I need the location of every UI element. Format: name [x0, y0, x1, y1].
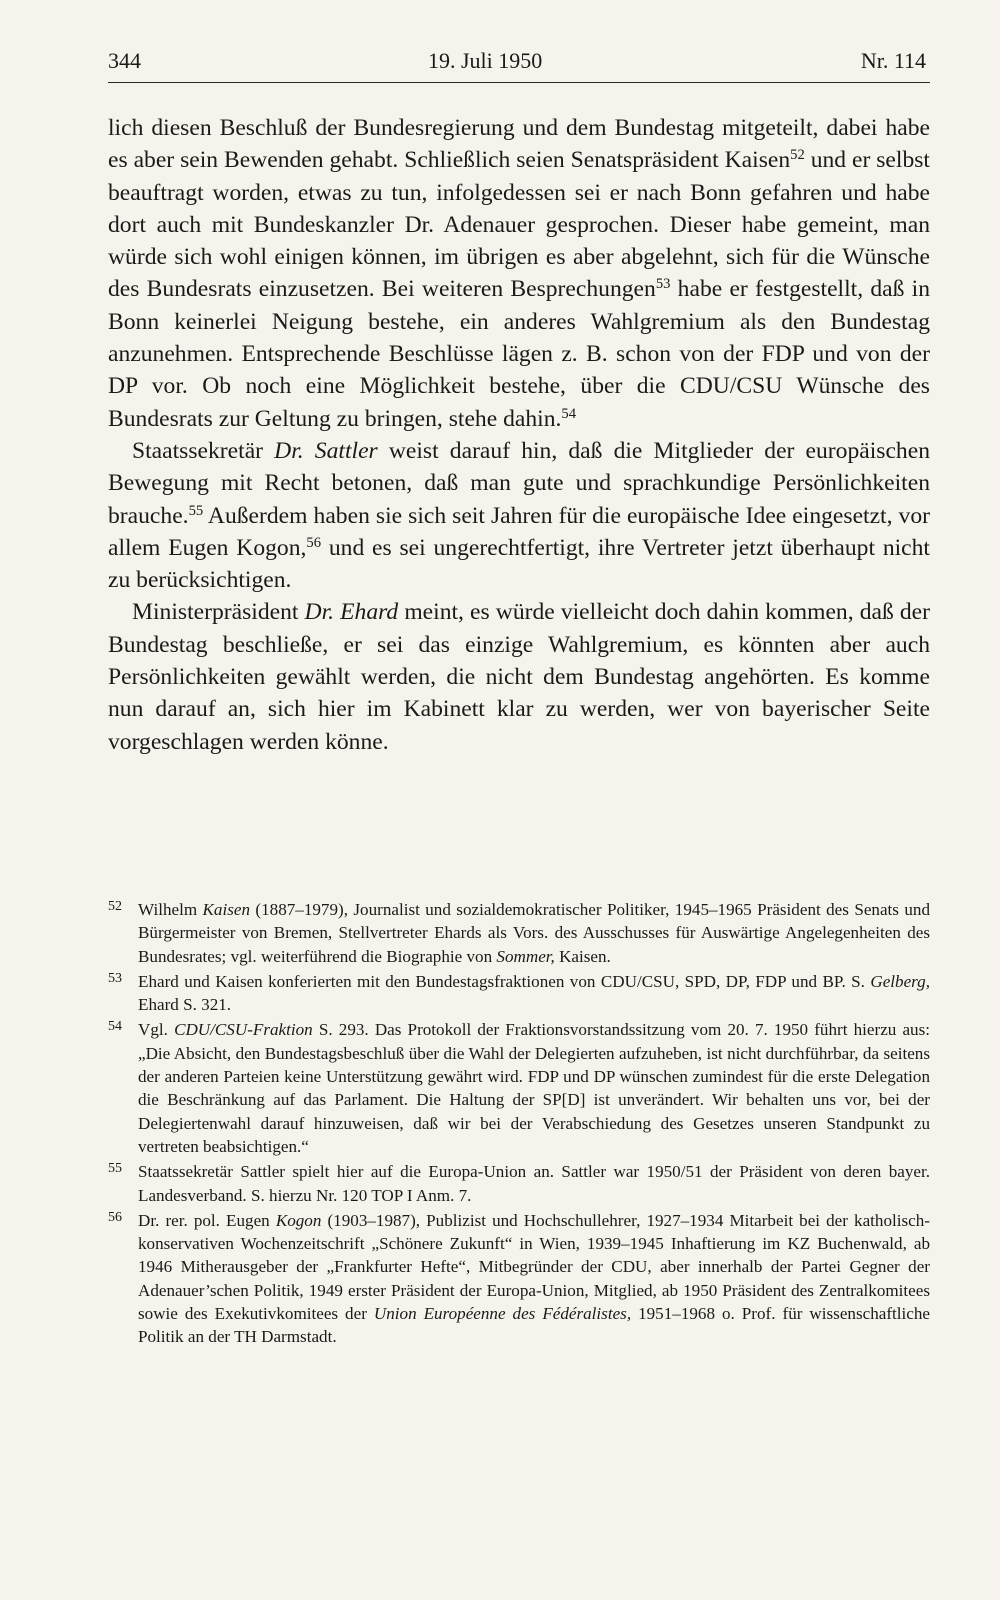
- text-run: Staatssekretär: [132, 437, 275, 464]
- footnote-number: 55: [108, 1161, 122, 1177]
- text-run: und es sei ungerechtfertigt, ihre Vertreter jetzt überhaupt nicht zu berücksichtigen.: [108, 534, 930, 594]
- text-run: Staatssekretär Sattler spielt hier auf die Europa-Union an. Sattler war 1950/51 der Präsident von deren bayer. Landesverband. S. hierzu Nr. 120 TOP I Anm. 7.: [138, 1162, 930, 1205]
- text-run: Außerdem haben sie sich seit Jahren für die europäische Idee eingesetzt, vor allem Eugen Kogon,: [108, 502, 930, 561]
- text-run: (1903–1987), Publizist und Hochschullehrer, 1927–1934 Mitarbeit bei der katholisch-konservativen Wochenzeitschrift „Schönere Zukunft“ in Wien, 1939–1945 Inhaftierung im KZ Buchenwald, ab 1946 Mitherausgeber der „Frankfurter Hefte“, Mitbegründer der CDU, aber innerhalb der Partei Gegner der Adenauer’schen Politik, 1949 erster Präsident der Europa-Union, Mitglied, ab 1950 Präsident des Zentralkomitees sowie des Exekutivkomitees der: [138, 1210, 930, 1324]
- footnote-number: 56: [108, 1209, 122, 1225]
- italic-text: Kogon: [275, 1210, 322, 1230]
- text-run: Ehard S. 321.: [138, 995, 232, 1015]
- text-run: und er selbst beauftragt worden, etwas zu tun, infolgedessen sei er nach Bonn gefahren und habe dort auch mit Bundeskanzler Dr. Adenauer gesprochen. Dieser habe gemeint, man würde sich wohl einigen können, im übrigen es aber abgelehnt, sich für die Wünsche des Bundesrats einzusetzen. Bei weiteren Besprechungen: [108, 147, 930, 303]
- footnote-number: 52: [108, 899, 122, 914]
- text-run: Wilhelm: [138, 900, 203, 919]
- paragraph-3: [108, 596, 930, 757]
- footnote-ref-54: 54: [561, 405, 577, 422]
- footnote-52: [108, 898, 930, 968]
- header-date: 19. Juli 1950: [428, 48, 543, 73]
- footnote-number: 53: [108, 970, 122, 986]
- document-number: Nr. 114: [860, 48, 926, 73]
- footnote-number: 54: [108, 1019, 122, 1035]
- text-run: Vgl.: [138, 1020, 175, 1040]
- italic-text: Gelberg,: [870, 971, 930, 991]
- footnotes: [108, 898, 930, 1351]
- paragraph-1: [108, 112, 930, 435]
- footnote-54: [108, 1018, 930, 1158]
- speaker-name: Dr. Ehard: [304, 599, 399, 626]
- main-text: [108, 112, 930, 758]
- footnote-ref-53: 53: [655, 276, 671, 293]
- running-header: [108, 44, 930, 83]
- text-run: S. 293. Das Protokoll der Fraktionsvorstandssitzung vom 20. 7. 1950 führt hierzu aus: „Die Absicht, den Bundestagsbeschluß über die Wahl der Delegierten aufzuheben, ist nicht durchführbar, da seitens der anderen Parteien keine Unterstützung gewährt wird. FDP und DP wünschen zumindest für die erste Delegation die Beschränkung auf das Parlament. Die Haltung der SP[D] ist unverändert. Wir behalten uns vor, bei der Delegiertenwahl darauf hinzuweisen, daß wir bei der Verabschiedung des Gesetzes unseren Standpunkt zu vertreten beabsichtigen.“: [138, 1020, 930, 1156]
- page-number: 344: [108, 48, 141, 73]
- text-run: weist darauf hin, daß die Mitglieder der europäischen Bewegung mit Recht betonen, daß man gute und sprachkundige Persönlichkeiten brauche.: [108, 437, 930, 529]
- footnote-56: [108, 1209, 930, 1349]
- speaker-name: Dr. Sattler: [274, 437, 378, 464]
- footnote-ref-52: 52: [790, 147, 805, 164]
- text-run: Ministerpräsident: [132, 599, 305, 626]
- italic-text: Sommer,: [496, 946, 555, 966]
- footnote-ref-55: 55: [188, 502, 204, 519]
- text-run: Kaisen.: [554, 946, 611, 966]
- text-run: Dr. rer. pol. Eugen: [138, 1210, 276, 1230]
- footnote-ref-56: 56: [306, 534, 322, 551]
- italic-text: CDU/CSU-Fraktion: [174, 1020, 313, 1040]
- paragraph-2: [108, 435, 930, 596]
- footnote-55: [108, 1160, 930, 1207]
- text-run: (1887–1979), Journalist und sozialdemokratischer Politiker, 1945–1965 Präsident des Senats und Bürgermeister von Bremen, Stellvertreter Ehards als Vors. des Ausschusses für Auswärtige Angelegenheiten des Bundesrates; vgl. weiterführend die Biographie von: [138, 900, 930, 966]
- footnote-53: [108, 970, 930, 1017]
- text-run: meint, es würde vielleicht doch dahin kommen, daß der Bundestag beschließe, er sei das einzige Wahlgremium, es könnten aber auch Persönlichkeiten gewählt werden, die nicht dem Bundestag angehörten. Es komme nun darauf an, sich hier im Kabinett klar zu werden, wer von bayerischer Seite vorgeschlagen werden könne.: [108, 599, 930, 755]
- text-run: 1951–1968 o. Prof. für wissenschaftliche Politik an der TH Darmstadt.: [138, 1304, 930, 1347]
- italic-text: Kaisen: [202, 900, 251, 919]
- italic-text: Union Européenne des Fédéralistes,: [373, 1304, 632, 1324]
- text-run: lich diesen Beschluß der Bundesregierung und dem Bundestag mitgeteilt, dabei habe es aber sein Bewenden gehabt. Schließlich seien Senatspräsident Kaisen: [108, 115, 930, 174]
- text-run: Ehard und Kaisen konferierten mit den Bundestagsfraktionen von CDU/CSU, SPD, DP, FDP und BP. S.: [138, 971, 871, 991]
- text-run: habe er festgestellt, daß in Bonn keinerlei Neigung bestehe, ein anderes Wahlgremium als den Bundestag anzunehmen. Entsprechende Beschlüsse lägen z. B. schon von der FDP und von der DP vor. Ob noch eine Möglichkeit bestehe, über die CDU/CSU Wünsche des Bundesrats zur Geltung zu bringen, stehe dahin.: [108, 276, 930, 432]
